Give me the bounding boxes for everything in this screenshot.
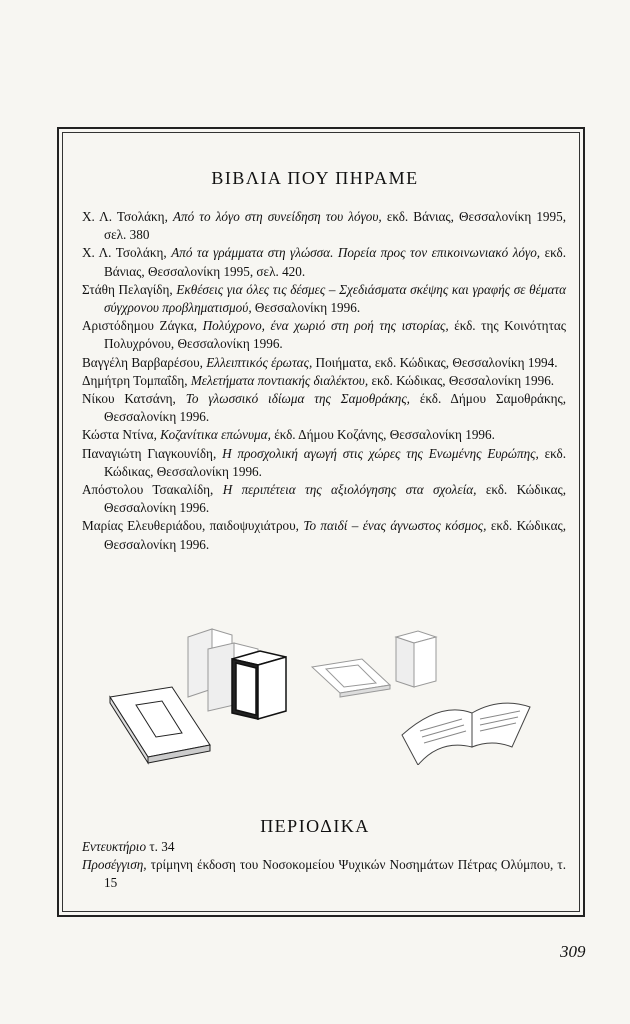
bibliography-entry bbox=[82, 208, 566, 244]
entry-publication: έκδ. της Κοινότητας Πολυχρόνου, Θεσσαλονίκη 1996. bbox=[104, 318, 566, 352]
entry-title: Πολύχρονο, ένα χωριό στη ροή της ιστορίας, bbox=[202, 318, 449, 334]
flat-book-icon bbox=[110, 687, 210, 763]
bibliography-entry bbox=[82, 426, 566, 444]
entry-publication: εκδ. Κώδικας, Θεσσαλονίκη 1996. bbox=[104, 482, 567, 516]
entry-author: Χ. Λ. Τσολάκη, bbox=[82, 209, 168, 224]
bibliography-entry bbox=[82, 445, 566, 481]
entry-author: Κώστα Ντίνα, bbox=[82, 427, 157, 443]
books-heading: ΒΙΒΛΙΑ ΠΟΥ ΠΗΡΑΜΕ bbox=[211, 168, 419, 188]
standing-book-front-icon bbox=[232, 651, 286, 719]
page-number: 309 bbox=[560, 942, 586, 961]
small-standing-book-icon bbox=[396, 631, 436, 687]
entry-title: Κοζανίτικα επώνυμα, bbox=[160, 427, 271, 443]
bibliography-entry bbox=[82, 244, 566, 280]
entry-title: Ελλειπτικός έρωτας, bbox=[206, 354, 313, 370]
bibliography-entry bbox=[82, 838, 566, 856]
bibliography-entry bbox=[82, 856, 566, 892]
bibliography-entry bbox=[82, 517, 566, 553]
small-flat-book-icon bbox=[312, 659, 390, 697]
books-list bbox=[82, 208, 566, 554]
periodicals-list bbox=[82, 838, 566, 893]
entry-author: Στάθη Πελαγίδη, bbox=[82, 281, 173, 297]
entry-title: Η προσχολική αγωγή στις χώρες της Ενωμένης Ευρώπης, bbox=[222, 445, 539, 461]
entry-author: Βαγγέλη Βαρβαρέσου, bbox=[82, 354, 203, 370]
entry-author: Παναγιώτη Γιαγκουνίδη, bbox=[82, 445, 217, 461]
entry-author: Δημήτρη Τομπαΐδη, bbox=[82, 372, 188, 388]
entry-publication: έκδ. Δήμου Κοζάνης, Θεσσαλονίκη 1996. bbox=[274, 427, 495, 443]
bibliography-entry bbox=[82, 317, 566, 353]
bibliography-entry bbox=[82, 481, 566, 517]
entry-title: Εκθέσεις για όλες τις δέσμες – Σχεδιάσματα σκέψης και γραφής σε θέματα σύγχρονου προβληματισμού, bbox=[104, 281, 567, 316]
entry-author: Αριστόδημου Ζάγκα, bbox=[82, 318, 198, 334]
entry-author: Μαρίας Ελευθεριάδου, παιδοψυχιάτρου, bbox=[82, 518, 299, 534]
periodicals-heading: ΠΕΡΙΟΔΙΚΑ bbox=[260, 816, 370, 836]
entry-publication: έκδ. Δήμου Σαμοθράκης, Θεσσαλονίκη 1996. bbox=[104, 391, 567, 425]
entry-author: Απόστολου Τσακαλίδη, bbox=[82, 482, 214, 498]
entry-publication: εκδ. Κώδικας, Θεσσαλονίκη 1996. bbox=[104, 518, 567, 552]
entry-title: Προσέγγιση, bbox=[82, 857, 147, 873]
entry-title: Από το λόγο στη συνείδηση του λόγου, bbox=[172, 209, 382, 224]
entry-publication: εκδ. Βάνιας, Θεσσαλονίκη 1995, σελ. 380 bbox=[104, 209, 567, 243]
entry-publication: εκδ. Βάνιας, Θεσσαλονίκη 1995, σελ. 420. bbox=[104, 245, 566, 279]
entry-title: Από τα γράμματα στη γλώσσα. Πορεία προς τον επικοινωνιακό λόγο, bbox=[171, 245, 541, 261]
books-illustration bbox=[100, 615, 540, 765]
entry-title: Το παιδί – ένας άγνωστος κόσμος, bbox=[303, 518, 487, 534]
entry-publication: τ. 34 bbox=[149, 839, 175, 854]
entry-title: Εντευκτήριο bbox=[82, 839, 147, 854]
entry-author: Νίκου Κατσάνη, bbox=[82, 391, 176, 407]
entry-author: Χ. Λ. Τσολάκη, bbox=[82, 245, 167, 261]
bibliography-entry bbox=[82, 354, 566, 372]
entry-title: Μελετήματα ποντιακής διαλέκτου, bbox=[190, 372, 369, 388]
entry-title: Το γλωσσικό ιδίωμα της Σαμοθράκης, bbox=[185, 391, 410, 407]
entry-title: Η περιπέτεια της αξιολόγησης στα σχολεία, bbox=[222, 482, 477, 498]
entry-publication: τρίμηνη έκδοση του Νοσοκομείου Ψυχικών Νοσημάτων Πέτρας Ολύμπου, τ. 15 bbox=[104, 857, 566, 891]
entry-publication: εκδ. Κώδικας, Θεσσαλονίκη 1996. bbox=[371, 372, 555, 388]
bibliography-entry bbox=[82, 390, 566, 426]
bibliography-entry bbox=[82, 281, 566, 317]
bibliography-entry bbox=[82, 372, 566, 390]
entry-publication: Θεσσαλονίκη 1996. bbox=[254, 300, 361, 316]
entry-publication: Ποιήματα, εκδ. Κώδικας, Θεσσαλονίκη 1994. bbox=[315, 354, 558, 370]
open-book-icon bbox=[402, 703, 530, 765]
entry-publication: εκδ. Κώδικας, Θεσσαλονίκη 1996. bbox=[104, 445, 567, 479]
